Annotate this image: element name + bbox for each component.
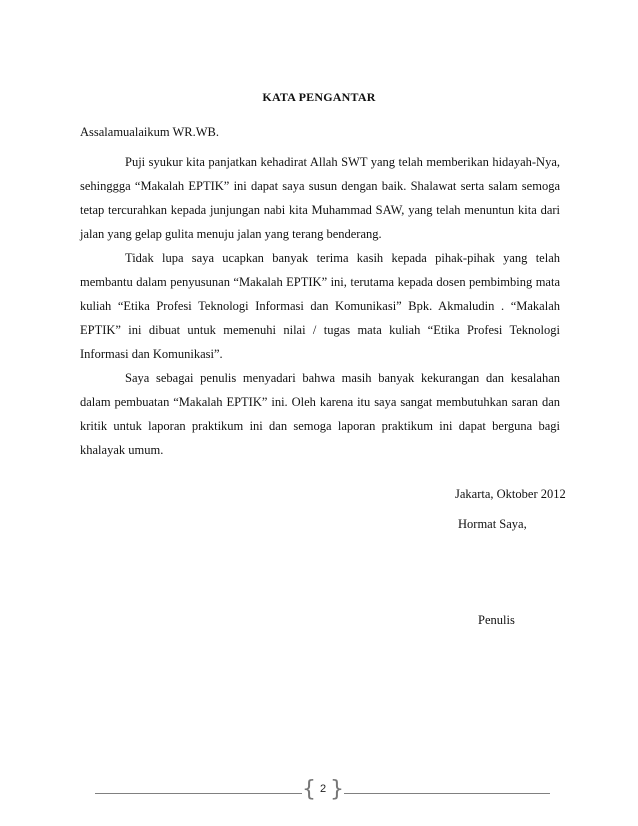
- right-bracket-icon: }: [330, 777, 344, 802]
- paragraph-1: Puji syukur kita panjatkan kehadirat Allah SWT yang telah memberikan hidayah-Nya, sehinggga “Makalah EPTIK” ini dapat saya susun dengan baik. Shalawat serta salam semoga tetap tercurahkan kepada junjungan nabi kita Muhammad SAW, yang telah menuntun kita dari jalan yang gelap gulita menuju jalan yang terang benderang.: [80, 155, 560, 241]
- body-text: [80, 150, 560, 462]
- signature-place-date: Jakarta, Oktober 2012: [455, 487, 566, 501]
- page-number-box: [302, 779, 344, 801]
- signature-regards: Hormat Saya,: [458, 517, 527, 531]
- page-number: 2: [319, 783, 327, 795]
- left-bracket-icon: {: [302, 777, 316, 802]
- paragraph-2: Tidak lupa saya ucapkan banyak terima kasih kepada pihak-pihak yang telah membantu dalam penyusunan “Makalah EPTIK” ini, terutama kepada dosen pembimbing mata kuliah “Etika Profesi Teknologi Informasi dan Komunikasi” Bpk. Akmaludin . “Makalah EPTIK” ini dibuat untuk memenuhi nilai / tugas mata kuliah “Etika Profesi Teknologi Informasi dan Komunikasi”.: [80, 251, 560, 361]
- signature-author: Penulis: [478, 613, 515, 627]
- greeting: Assalamualaikum WR.WB.: [80, 125, 219, 139]
- page-title: KATA PENGANTAR: [262, 90, 376, 104]
- paragraph-3: Saya sebagai penulis menyadari bahwa masih banyak kekurangan dan kesalahan dalam pembuatan “Makalah EPTIK” ini. Oleh karena itu saya sangat membutuhkan saran dan kritik untuk laporan praktikum ini dan semoga laporan praktikum ini dapat berguna bagi khalayak umum.: [80, 371, 560, 457]
